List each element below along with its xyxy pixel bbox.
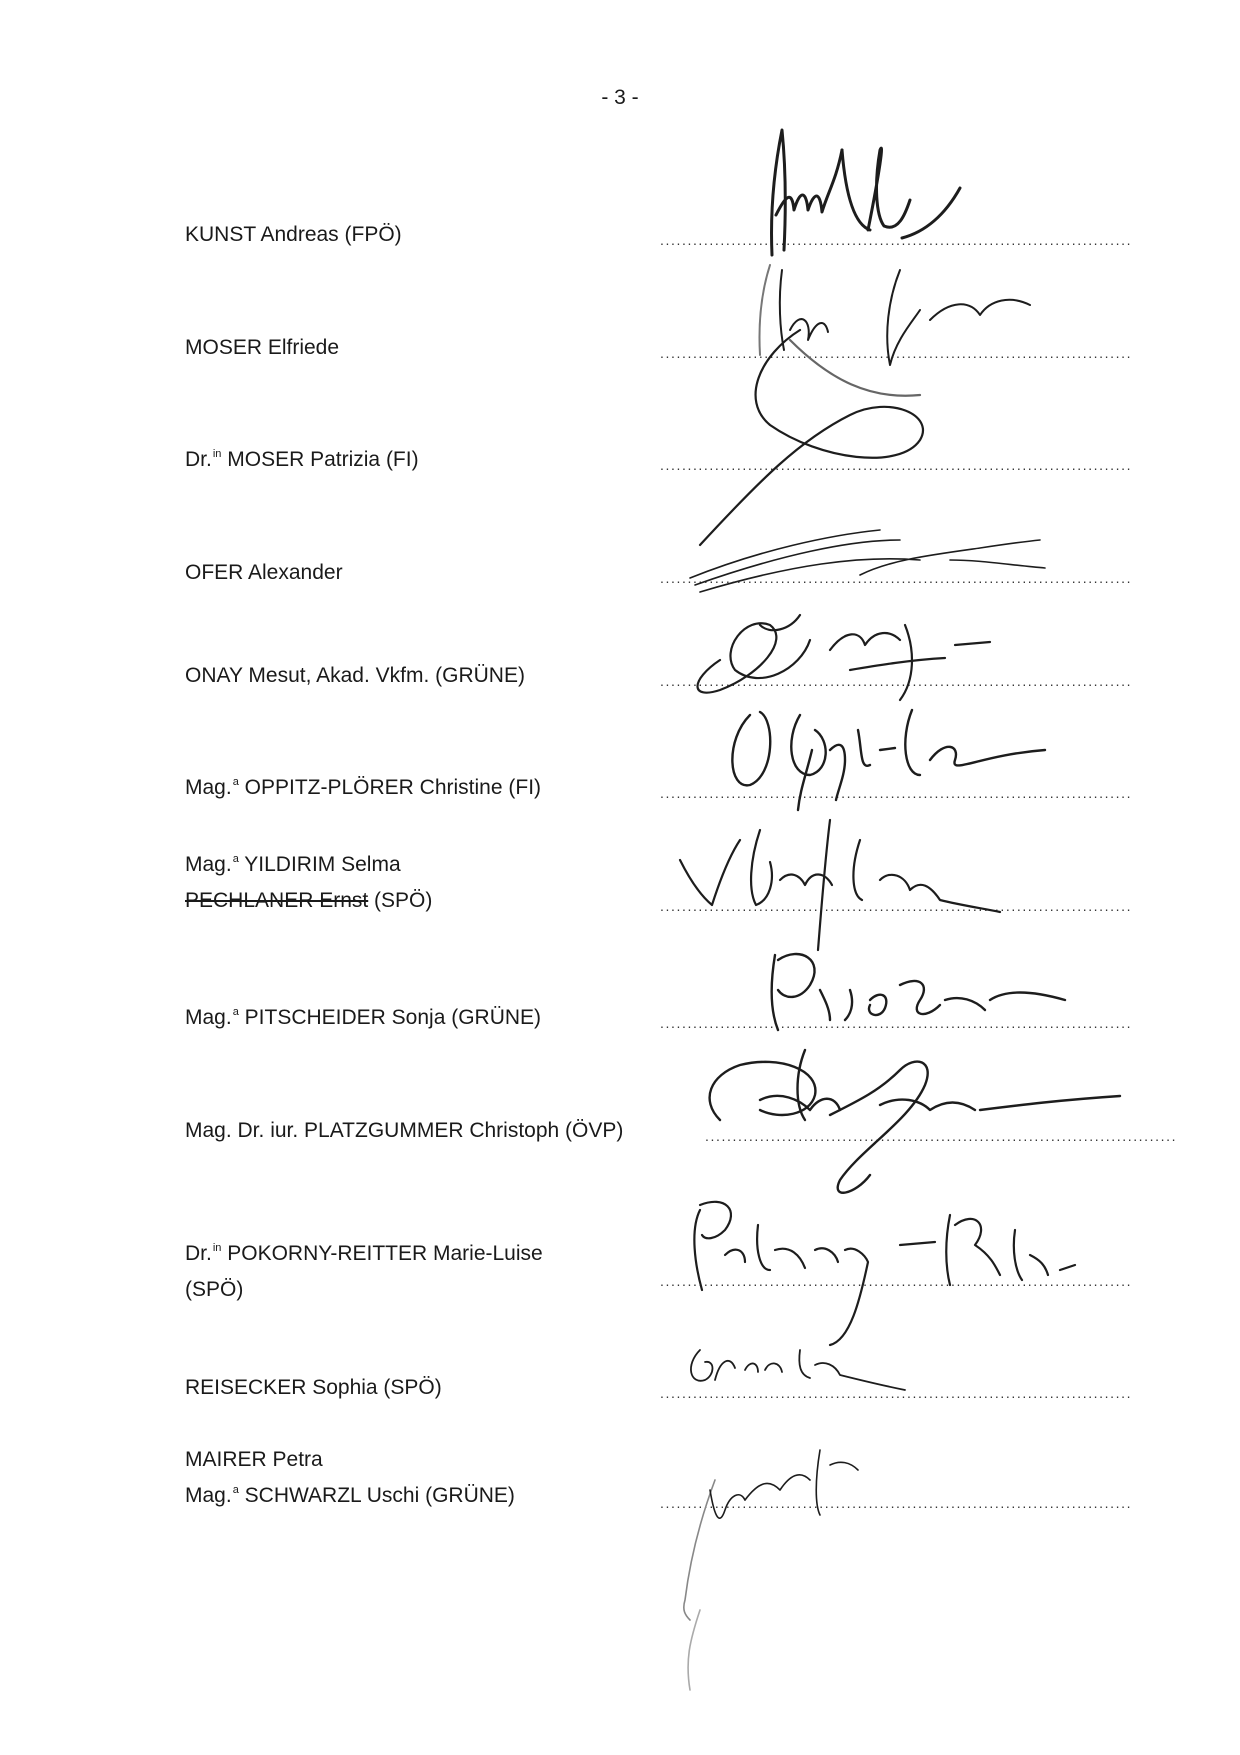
signatory-name-12: MAIRER Petra Mag.$^a$ SCHWARZL Uschi (GRÜNE)	[185, 1448, 515, 1507]
signatory-name-9: Mag. Dr. iur. PLATZGUMMER Christoph (ÖVP)	[185, 1119, 624, 1142]
signature-9	[710, 1050, 1120, 1193]
signatory-name-4: OFER Alexander	[185, 561, 343, 584]
signature-line-4: ......................................................................................	[660, 570, 1133, 586]
signatory-name-3: Dr.$^{in}$ MOSER Patrizia (FI)	[185, 448, 419, 471]
signature-line-10: ......................................................................................	[660, 1273, 1133, 1289]
signature-line-5: ......................................................................................	[660, 673, 1133, 689]
signatory-name-2: MOSER Elfriede	[185, 336, 340, 359]
signature-line-6: ......................................................................................	[660, 785, 1133, 801]
signatory-name-10: Dr.$^{in}$ POKORNY-REITTER Marie-Luise (SPÖ)	[185, 1242, 543, 1301]
signature-line-3: ......................................................................................	[660, 457, 1133, 473]
signature-line-7: ......................................................................................	[660, 898, 1133, 914]
signature-line-11: ......................................................................................	[660, 1385, 1133, 1401]
page-number: - 3 -	[601, 86, 639, 109]
signatory-name-7: Mag.$^a$ YILDIRIM Selma PECHLANER Ernst (SPÖ)	[185, 853, 433, 912]
struck-name: PECHLANER Ernst	[185, 889, 369, 912]
signature-line-9: ......................................................................................	[705, 1128, 1178, 1144]
signatory-name-5: ONAY Mesut, Akad. Vkfm. (GRÜNE)	[185, 664, 525, 687]
signature-line-2: ......................................................................................	[660, 345, 1133, 361]
signature-11	[691, 1350, 905, 1390]
signature-line-12: ......................................................................................	[660, 1495, 1133, 1511]
signatory-name-6: Mag.$^a$ OPPITZ-PLÖRER Christine (FI)	[185, 776, 542, 799]
signatory-name-11: REISECKER Sophia (SPÖ)	[185, 1376, 442, 1399]
signature-line-1: ......................................................................................	[660, 232, 1133, 248]
signatory-name-8: Mag.$^a$ PITSCHEIDER Sonja (GRÜNE)	[185, 1006, 542, 1029]
signature-7	[680, 820, 1000, 950]
signature-line-8: ......................................................................................	[660, 1015, 1133, 1031]
signature-12	[684, 1450, 858, 1690]
signatory-name-1: KUNST Andreas (FPÖ)	[185, 223, 402, 246]
